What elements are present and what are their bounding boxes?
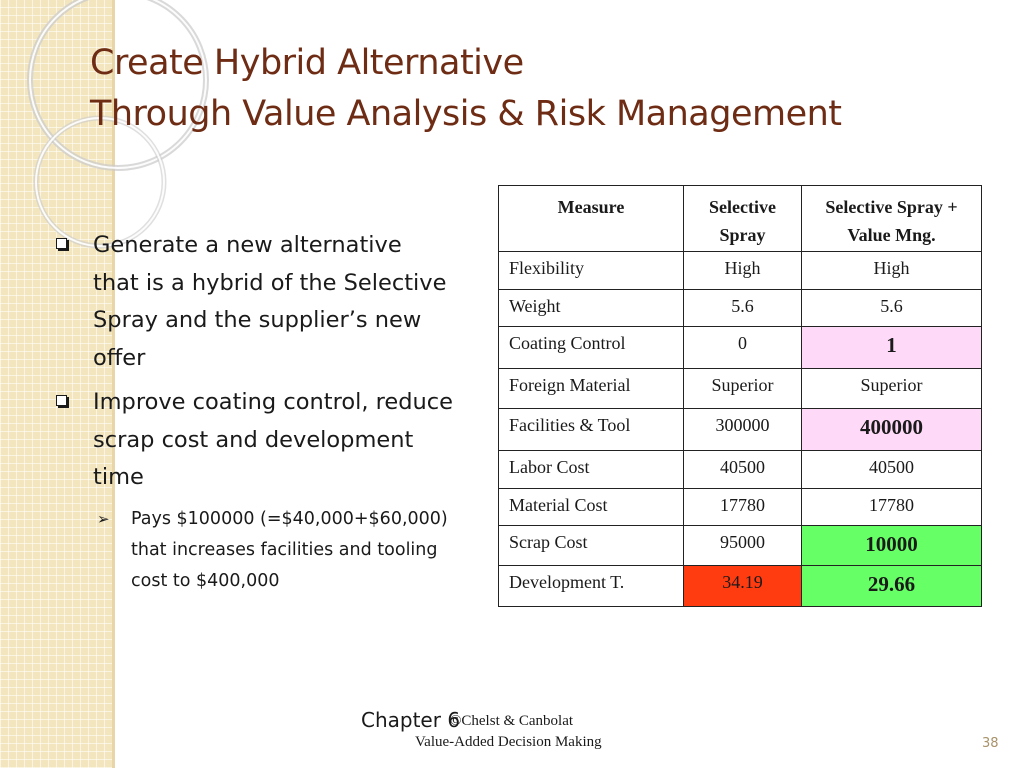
sub-bullet-item	[54, 504, 454, 597]
table-row	[499, 369, 982, 409]
cell-selective: Superior	[684, 369, 802, 409]
page-number: 38	[982, 736, 999, 751]
bullet-list	[54, 227, 454, 597]
cell-measure: Weight	[499, 290, 684, 327]
slide-title	[90, 38, 990, 140]
table-header-row	[499, 186, 982, 252]
cell-hybrid-highlight: 1	[802, 327, 982, 369]
cell-selective: 0	[684, 327, 802, 369]
cell-selective: 95000	[684, 526, 802, 566]
slide-title-line2: Through Value Analysis & Risk Management	[90, 94, 842, 134]
footer-copyright: ©Chelst & Canbolat	[450, 713, 574, 729]
cell-measure: Development T.	[499, 566, 684, 607]
cell-hybrid-highlight: 29.66	[802, 566, 982, 607]
header-measure: Measure	[499, 186, 684, 252]
cell-measure: Labor Cost	[499, 451, 684, 489]
cell-selective-highlight: 34.19	[684, 566, 802, 607]
table-row	[499, 566, 982, 607]
bullet-item	[54, 384, 454, 497]
cell-measure: Scrap Cost	[499, 526, 684, 566]
cell-hybrid: High	[802, 252, 982, 290]
cell-measure: Material Cost	[499, 489, 684, 526]
table-row	[499, 252, 982, 290]
cell-selective: 300000	[684, 409, 802, 451]
cell-hybrid: 17780	[802, 489, 982, 526]
arrow-bullet-icon: ➢	[97, 509, 110, 528]
cell-measure: Coating Control	[499, 327, 684, 369]
table-row	[499, 290, 982, 327]
cell-hybrid: Superior	[802, 369, 982, 409]
cell-hybrid: 40500	[802, 451, 982, 489]
comparison-table	[498, 185, 982, 607]
table-row	[499, 526, 982, 566]
cell-hybrid-highlight: 400000	[802, 409, 982, 451]
sub-bullet-text: Pays $100000 (=$40,000+$60,000) that increases facilities and tooling cost to $400,000	[131, 508, 448, 591]
cell-selective: High	[684, 252, 802, 290]
table-row	[499, 489, 982, 526]
cell-hybrid-highlight: 10000	[802, 526, 982, 566]
cell-measure: Facilities & Tool	[499, 409, 684, 451]
cell-hybrid: 5.6	[802, 290, 982, 327]
header-selective-spray-value-mng: Selective Spray + Value Mng.	[802, 186, 982, 252]
bullet-text: Generate a new alternative that is a hybrid of the Selective Spray and the supplier’s new offer	[93, 232, 447, 371]
footer-chapter: Chapter 6	[361, 708, 461, 732]
table-row	[499, 409, 982, 451]
cell-selective: 17780	[684, 489, 802, 526]
header-selective-spray: Selective Spray	[684, 186, 802, 252]
cell-selective: 5.6	[684, 290, 802, 327]
cell-selective: 40500	[684, 451, 802, 489]
footer-subtitle: Value-Added Decision Making	[415, 734, 602, 750]
bullet-text: Improve coating control, reduce scrap cost and development time	[93, 389, 454, 490]
cell-measure: Foreign Material	[499, 369, 684, 409]
square-bullet-icon	[56, 395, 67, 406]
table-row	[499, 327, 982, 369]
cell-measure: Flexibility	[499, 252, 684, 290]
table-row	[499, 451, 982, 489]
square-bullet-icon	[56, 238, 67, 249]
slide-title-line1: Create Hybrid Alternative	[90, 43, 524, 83]
bullet-item	[54, 227, 454, 377]
